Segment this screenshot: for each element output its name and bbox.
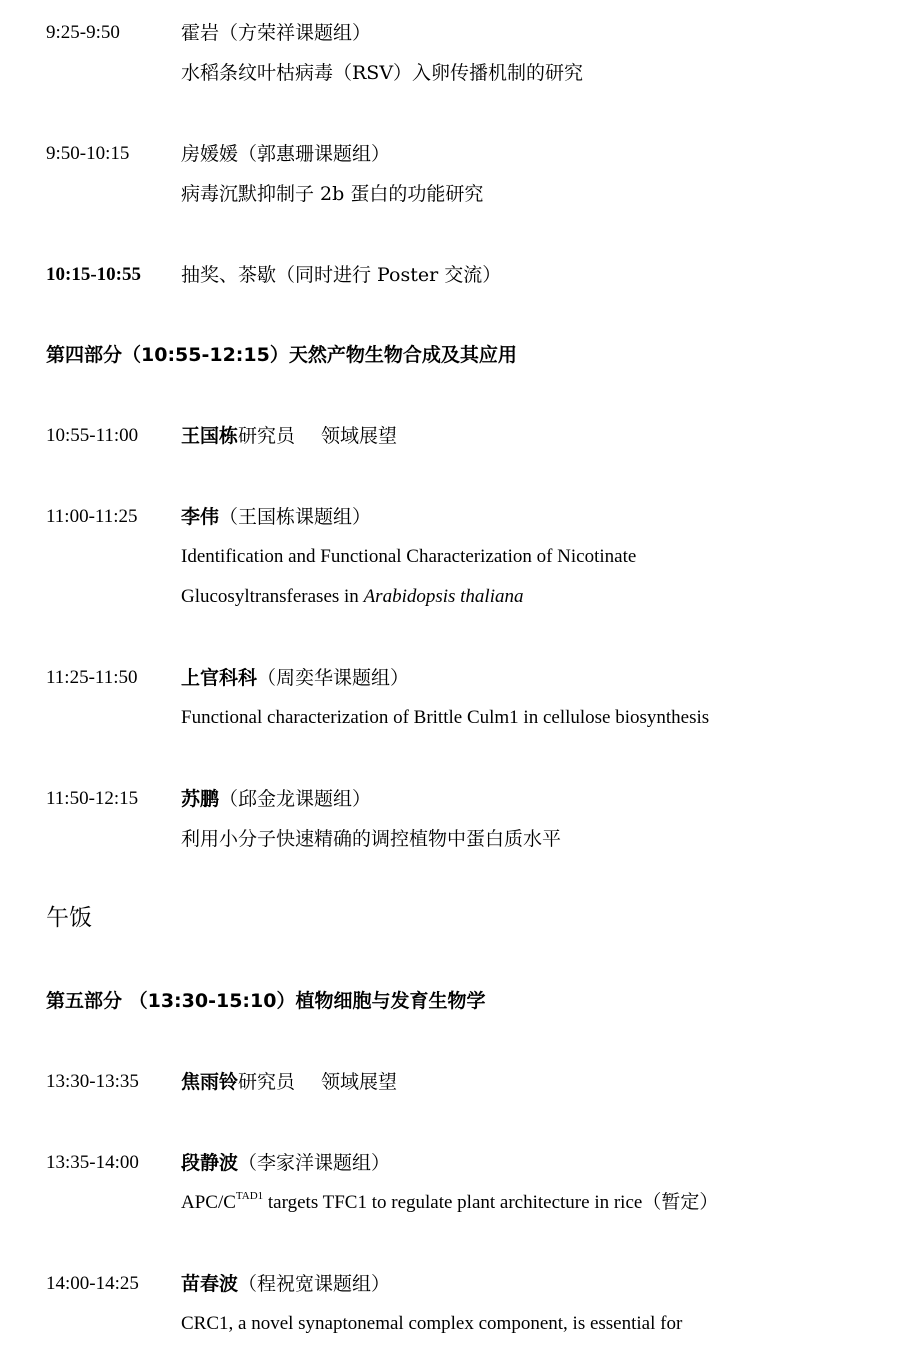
time-slot: 10:55-11:00 — [46, 425, 139, 446]
talk-title-line-1: Identification and Functional Characterization of Nicotinate — [181, 546, 637, 567]
talk-title: 病毒沉默抑制子 2b 蛋白的功能研究 — [181, 183, 484, 205]
talk-title-superscript: TAD1 — [235, 1189, 264, 1202]
speaker-line — [181, 1069, 397, 1095]
time-slot: 10:15-10:55 — [46, 264, 141, 285]
research-group: （王国栋课题组） — [219, 506, 372, 528]
research-group: （方荣祥课题组） — [219, 22, 372, 44]
speaker-name: 苗春波 — [181, 1273, 239, 1295]
speaker-role: 研究员 — [238, 425, 296, 447]
speaker-role: 研究员 — [238, 1071, 296, 1093]
speaker-name: 苏鹏 — [181, 788, 220, 810]
time-slot: 9:50-10:15 — [46, 143, 130, 164]
speaker-name: 焦雨铃 — [181, 1071, 239, 1093]
speaker-line — [181, 141, 390, 167]
lunch-break: 午饭 — [46, 905, 92, 931]
time-slot: 13:30-13:35 — [46, 1071, 139, 1092]
species-name: Arabidopsis thaliana — [363, 586, 524, 607]
talk-title-text: Glucosyltransferases in — [181, 586, 364, 607]
speaker-line — [181, 504, 371, 530]
speaker-line — [181, 786, 371, 812]
speaker-line — [181, 1150, 390, 1176]
research-group: （周奕华课题组） — [257, 667, 410, 689]
talk-title-suffix: targets TFC1 to regulate plant architecture in rice（暂定） — [263, 1192, 719, 1213]
speaker-name: 霍岩 — [181, 22, 220, 44]
section-heading: 第四部分（10:55-12:15）天然产物生物合成及其应用 — [46, 344, 517, 366]
speaker-line — [181, 20, 371, 46]
talk-title-line-2 — [181, 584, 524, 610]
speaker-name: 李伟 — [181, 506, 220, 528]
talk-title — [181, 1190, 718, 1216]
speaker-name: 房媛媛 — [181, 143, 239, 165]
talk-note: 领域展望 — [321, 1071, 398, 1093]
speaker-name: 上官科科 — [181, 667, 258, 689]
time-slot: 13:35-14:00 — [46, 1152, 139, 1173]
talk-title: Functional characterization of Brittle Culm1 in cellulose biosynthesis — [181, 707, 710, 728]
time-slot: 11:00-11:25 — [46, 506, 138, 527]
time-slot: 9:25-9:50 — [46, 22, 120, 43]
research-group: （邱金龙课题组） — [219, 788, 372, 810]
speaker-line — [181, 665, 409, 691]
speaker-line — [181, 423, 397, 449]
research-group: （李家洋课题组） — [238, 1152, 391, 1174]
speaker-name: 王国栋 — [181, 425, 239, 447]
research-group: （郭惠珊课题组） — [238, 143, 391, 165]
talk-note: 领域展望 — [321, 425, 398, 447]
talk-title: 利用小分子快速精确的调控植物中蛋白质水平 — [181, 828, 562, 850]
speaker-name: 段静波 — [181, 1152, 239, 1174]
talk-title: CRC1, a novel synaptonemal complex component, is essential for — [181, 1313, 683, 1334]
speaker-line — [181, 1271, 390, 1297]
time-slot: 11:25-11:50 — [46, 667, 138, 688]
research-group: （程祝宽课题组） — [238, 1273, 391, 1295]
time-slot: 11:50-12:15 — [46, 788, 139, 809]
talk-title: 水稻条纹叶枯病毒（RSV）入卵传播机制的研究 — [181, 62, 584, 84]
time-slot: 14:00-14:25 — [46, 1273, 139, 1294]
talk-title-prefix: APC/C — [181, 1192, 236, 1213]
break-activity: 抽奖、茶歇（同时进行 Poster 交流） — [181, 264, 502, 286]
section-heading: 第五部分 （13:30-15:10）植物细胞与发育生物学 — [46, 990, 486, 1012]
